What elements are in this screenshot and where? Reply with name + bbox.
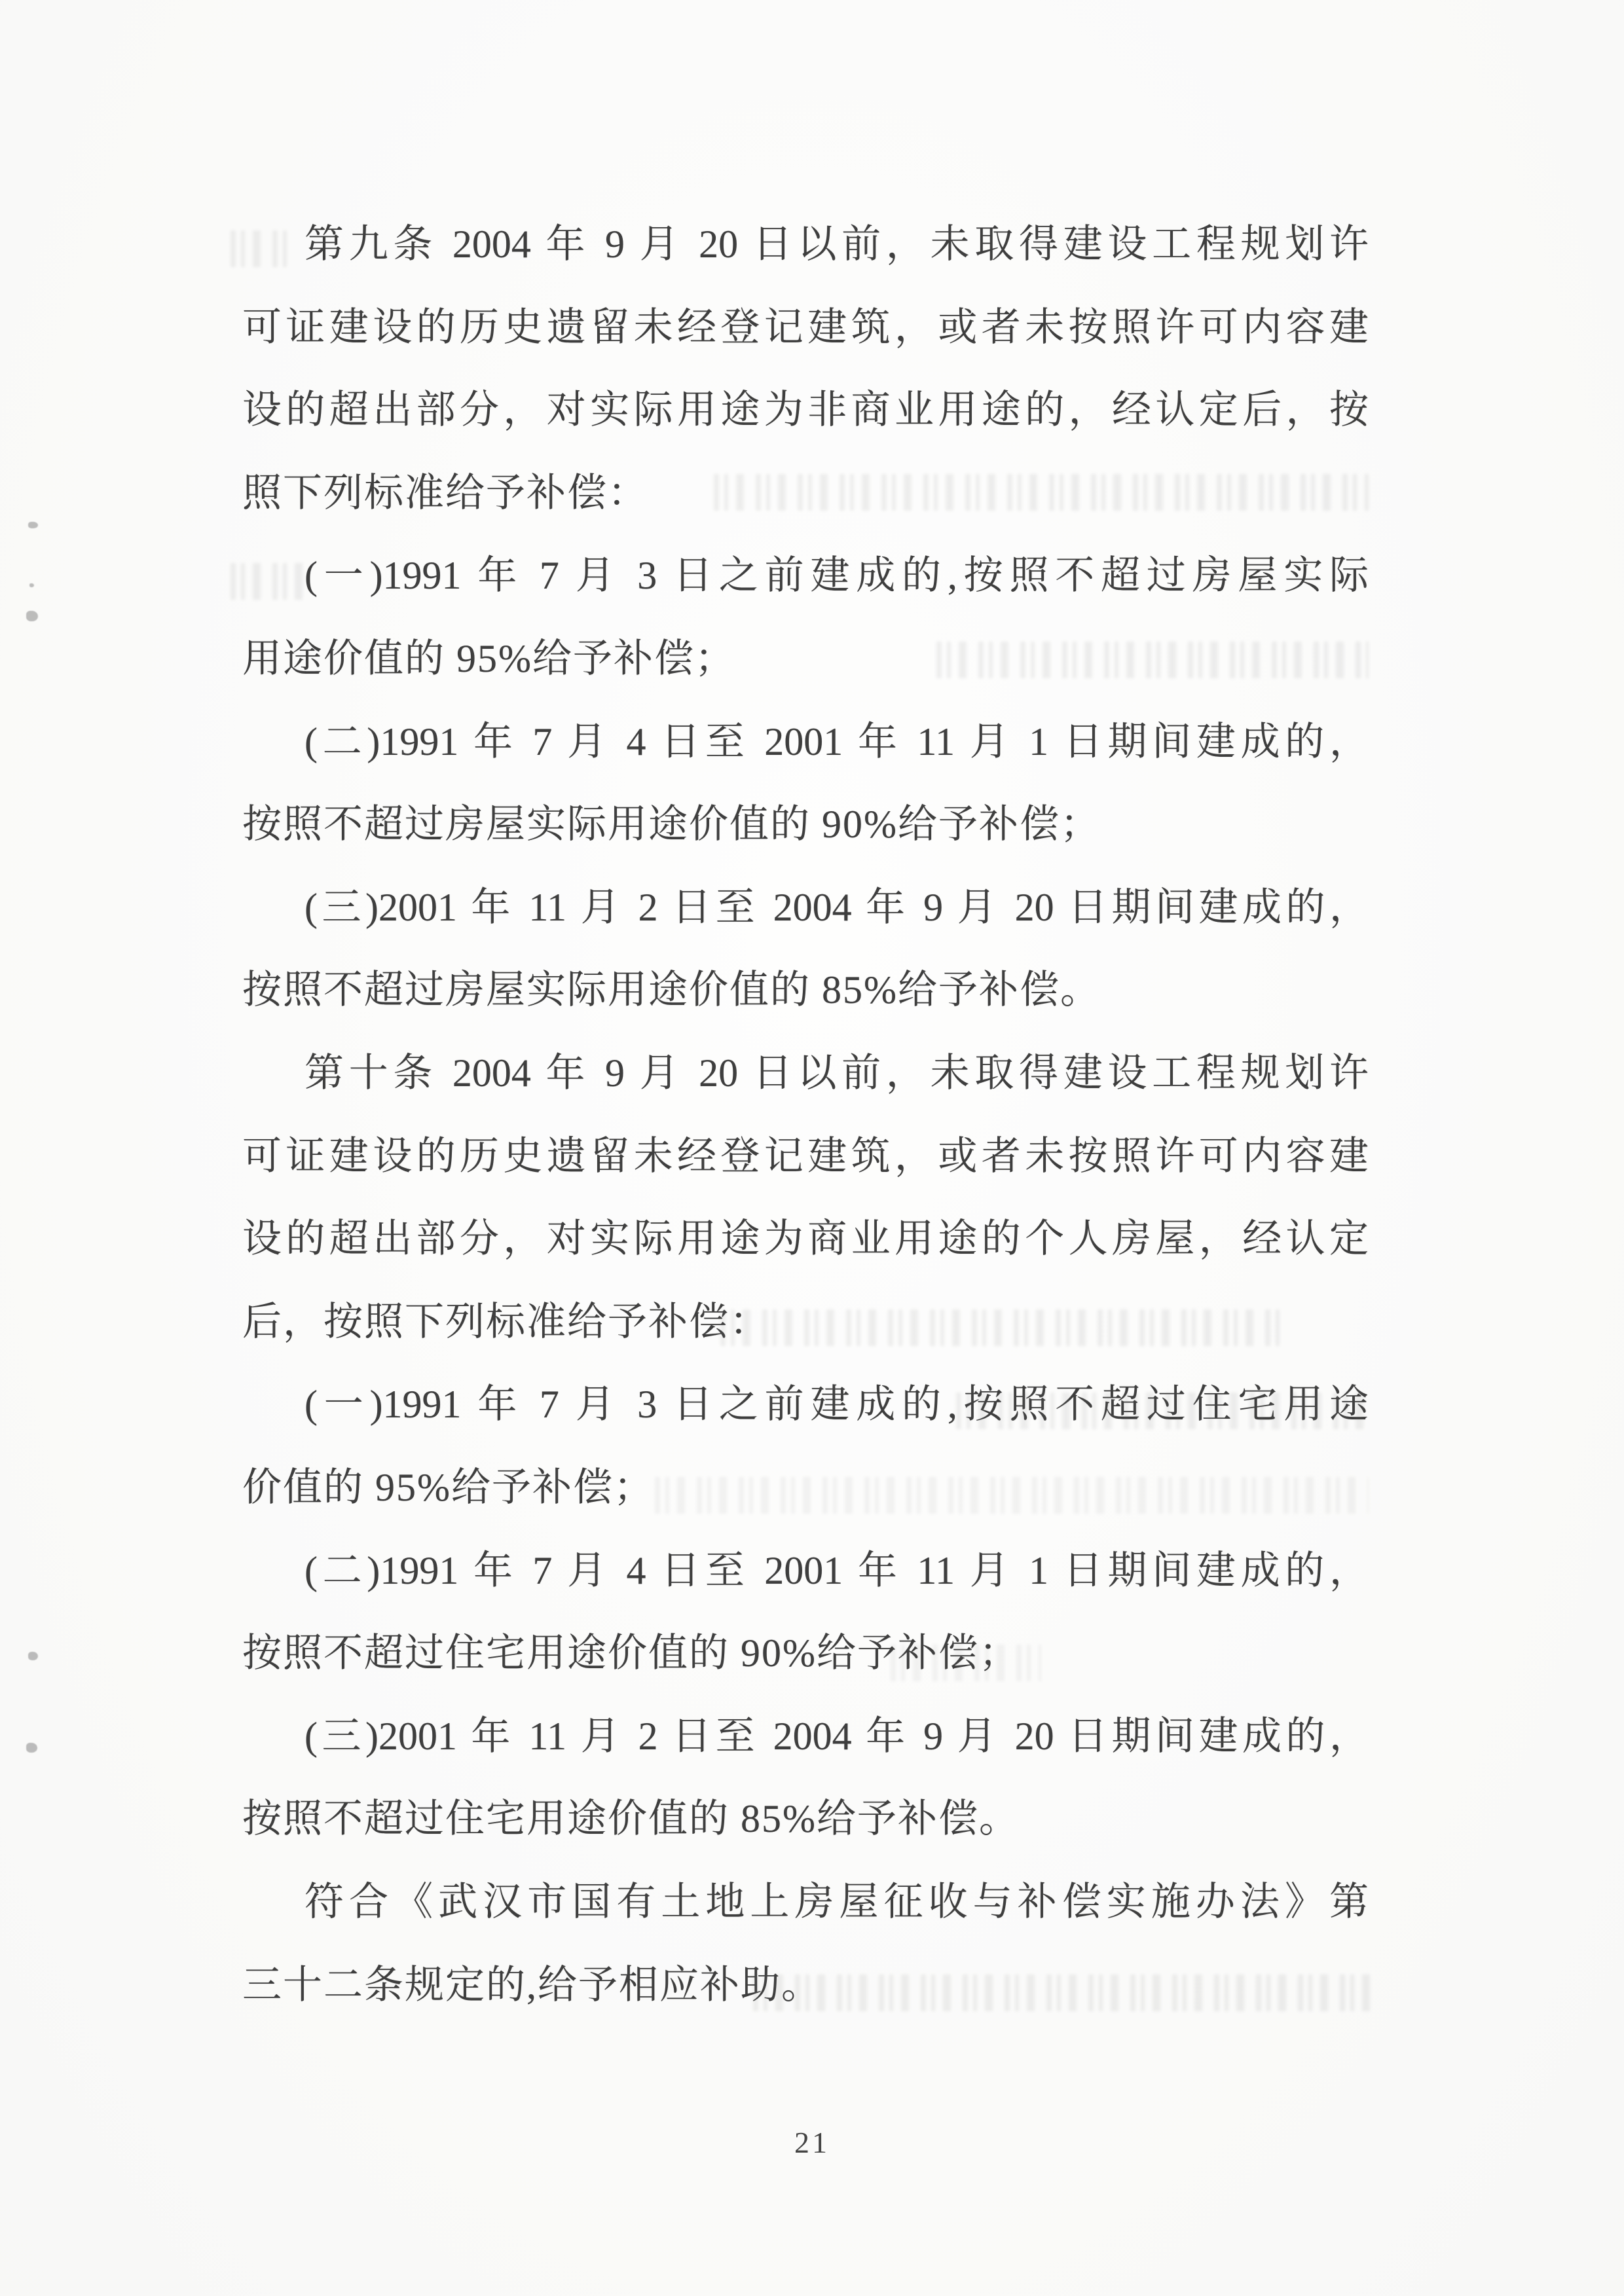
- line-19: (三)2001 年 11 月 2 日至 2004 年 9 月 20 日期间建成的，: [304, 1715, 1369, 1758]
- scan-artifact: [936, 642, 1369, 678]
- line-02: 可证建设的历史遗留未经登记建筑，或者未按照许可内容建: [242, 306, 1369, 349]
- margin-speck: [29, 583, 34, 587]
- line-21: 符合《武汉市国有土地上房屋征收与补偿实施办法》第: [304, 1880, 1369, 1923]
- page-number: 21: [794, 2126, 830, 2159]
- scan-artifact: [231, 563, 309, 600]
- margin-speck: [28, 522, 38, 528]
- margin-speck: [28, 1652, 38, 1660]
- line-09: (三)2001 年 11 月 2 日至 2004 年 9 月 20 日期间建成的，: [304, 886, 1369, 929]
- line-22: 三十二条规定的,给予相应补助。: [242, 1963, 822, 2007]
- scan-artifact: [655, 1477, 1369, 1514]
- line-06: 用途价值的 95%给予补偿；: [242, 637, 735, 680]
- line-04: 照下列标准给予补偿：: [242, 471, 648, 515]
- scan-artifact: [720, 1309, 1283, 1346]
- line-11: 第十条 2004 年 9 月 20 日以前，未取得建设工程规划许: [304, 1051, 1369, 1095]
- line-20: 按照不超过住宅用途价值的 85%给予补偿。: [242, 1797, 1020, 1840]
- line-17: (二)1991 年 7 月 4 日至 2001 年 11 月 1 日期间建成的，: [304, 1549, 1369, 1592]
- scan-artifact: [753, 1975, 1375, 2011]
- margin-speck: [26, 1743, 37, 1753]
- scan-artifact: [714, 474, 1369, 511]
- line-05: (一)1991 年 7 月 3 日之前建成的,按照不超过房屋实际: [304, 554, 1369, 597]
- line-18: 按照不超过住宅用途价值的 90%给予补偿；: [242, 1631, 1020, 1675]
- scan-artifact: [231, 230, 293, 267]
- line-15: (一)1991 年 7 月 3 日之前建成的,按照不超过住宅用途: [304, 1383, 1369, 1426]
- line-12: 可证建设的历史遗留未经登记建筑，或者未按照许可内容建: [242, 1135, 1369, 1178]
- line-03: 设的超出部分，对实际用途为非商业用途的，经认定后，按: [242, 388, 1369, 431]
- scan-artifact: [891, 1645, 1041, 1681]
- line-10: 按照不超过房屋实际用途价值的 85%给予补偿。: [242, 968, 1101, 1011]
- line-01: 第九条 2004 年 9 月 20 日以前，未取得建设工程规划许: [304, 223, 1369, 266]
- line-14: 后，按照下列标准给予补偿：: [242, 1300, 770, 1343]
- margin-speck: [26, 611, 38, 621]
- line-07: (二)1991 年 7 月 4 日至 2001 年 11 月 1 日期间建成的，: [304, 720, 1369, 763]
- line-16: 价值的 95%给予补偿；: [242, 1466, 654, 1509]
- line-13: 设的超出部分，对实际用途为商业用途的个人房屋，经认定: [242, 1217, 1369, 1260]
- scan-artifact: [956, 1393, 1375, 1429]
- line-08: 按照不超过房屋实际用途价值的 90%给予补偿；: [242, 803, 1101, 846]
